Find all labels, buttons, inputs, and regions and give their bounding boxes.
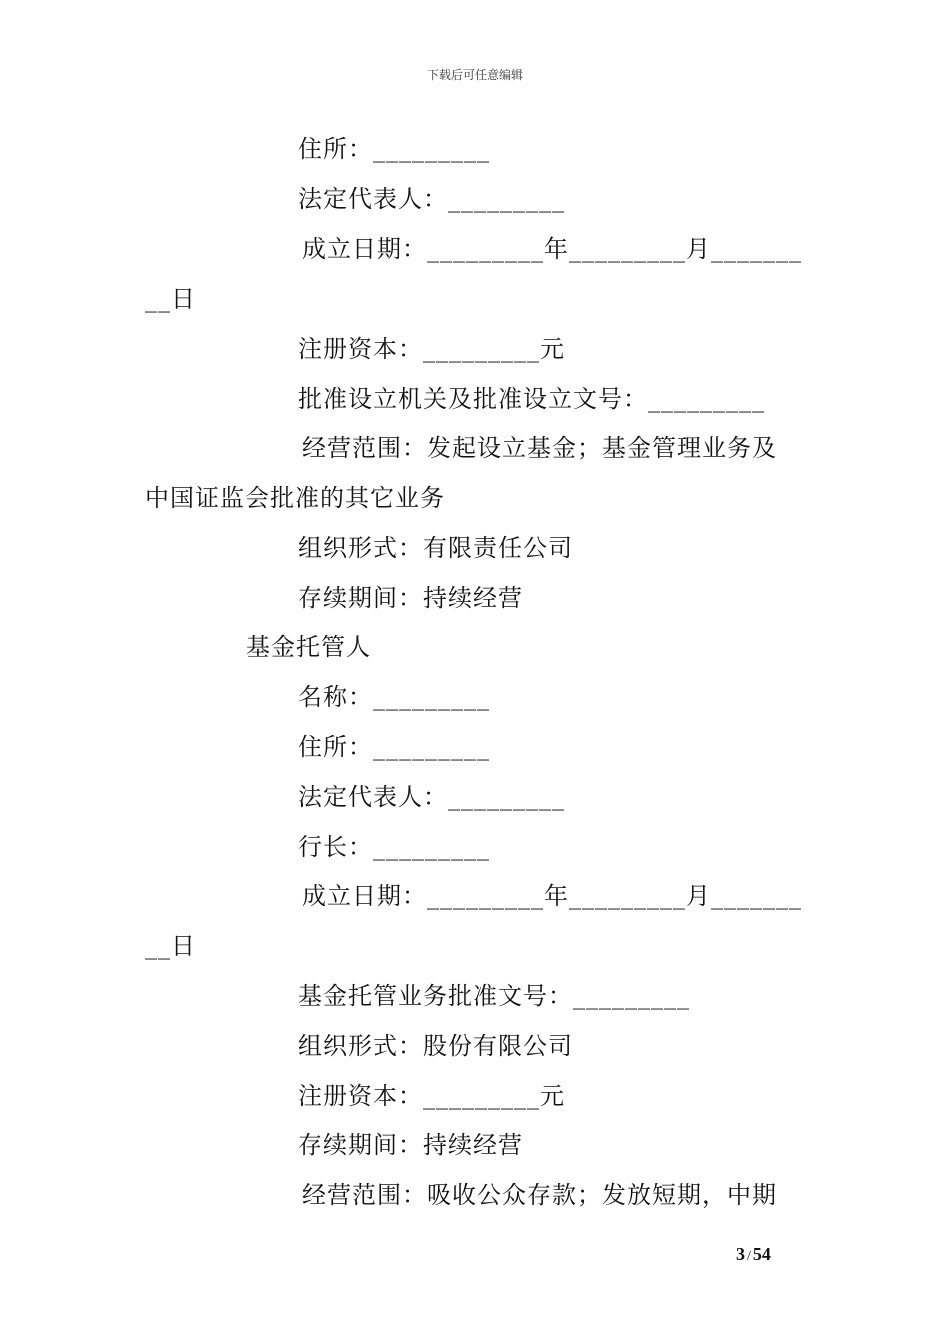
manager-business-scope: 经营范围：发起设立基金；基金管理业务及 (302, 434, 777, 462)
custodian-address: 住所：_________ (298, 733, 490, 761)
page-separator: / (747, 1249, 751, 1264)
manager-established-date: 成立日期：_________年_________月_______ (302, 235, 802, 263)
manager-duration: 存续期间：持续经营 (298, 584, 523, 612)
manager-legal-rep: 法定代表人：_________ (298, 185, 565, 213)
manager-address: 住所：_________ (298, 135, 490, 163)
custodian-business-scope: 经营范围：吸收公众存款；发放短期，中期 (302, 1181, 777, 1209)
custodian-name: 名称：_________ (298, 683, 490, 711)
page-number (736, 1244, 771, 1265)
manager-business-scope-cont: 中国证监会批准的其它业务 (145, 484, 445, 512)
custodian-president: 行长：_________ (298, 833, 490, 861)
manager-registered-capital: 注册资本：_________元 (298, 335, 565, 363)
page-header: 下载后可任意编辑 (426, 68, 523, 82)
total-pages: 54 (752, 1244, 771, 1264)
custodian-heading: 基金托管人 (246, 633, 371, 661)
custodian-established-date: 成立日期：_________年_________月_______ (302, 882, 802, 910)
custodian-duration: 存续期间：持续经营 (298, 1131, 523, 1159)
current-page: 3 (736, 1244, 745, 1264)
manager-approval-authority: 批准设立机关及批准设立文号：_________ (298, 385, 765, 413)
custodian-established-date-cont: __日 (145, 932, 196, 960)
manager-org-form: 组织形式：有限责任公司 (298, 534, 573, 562)
custodian-registered-capital: 注册资本：_________元 (298, 1082, 565, 1110)
custodian-approval-number: 基金托管业务批准文号：_________ (298, 982, 690, 1010)
custodian-org-form: 组织形式：股份有限公司 (298, 1032, 573, 1060)
manager-established-date-cont: __日 (145, 285, 196, 313)
custodian-legal-rep: 法定代表人：_________ (298, 783, 565, 811)
